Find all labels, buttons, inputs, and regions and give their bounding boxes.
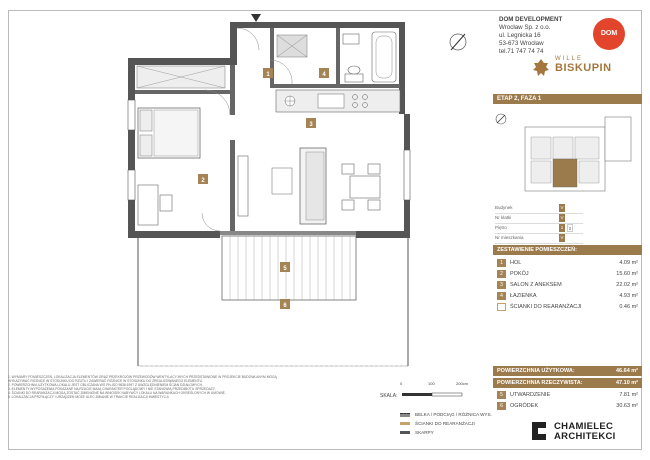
room-tag-1 [263,68,273,78]
outdoor-row: 5 UTWARDZENIE 7.81 m² [493,390,642,400]
room-row: 3 SALON Z ANEKSEM 22.02 m² [493,280,642,290]
entrance-arrow-icon [251,14,261,22]
scale-tick: 0 [400,381,403,386]
developer-company: Wrocław Sp. z o.o. [499,24,551,31]
developer-phone: tel.71 747 74 74 [499,48,544,55]
architect-logo [530,420,640,446]
room-tag-6 [280,299,290,309]
key-plan [493,107,642,207]
svg-text:4: 4 [322,72,326,78]
coffee-table [272,168,292,194]
hall-wardrobe [277,35,307,57]
note-line: 1. WYMIARY POMIESZCZEŃ, LOKALIZACJA ELEMENTÓW ORAZ PRZEKROJÓW PRZEWODÓW WENTYLACYJNYCH PRZEDSTAWIONE W PROJEKCIE BUDOWLANYM MOGĄ [8,375,277,379]
stair-row: Nr klatki V [495,214,583,224]
desk [138,185,172,225]
brand-name: BISKUPIN [555,62,612,74]
bathroom-fixtures [343,34,363,82]
developer-street: ul. Legnicka 16 [499,32,541,39]
bathtub [372,32,396,82]
sofa [300,148,326,224]
architect-name: CHAMIELEC ARCHITEKCI [554,421,616,442]
scale-tick: 200cm [456,381,469,386]
room-tag-2 [198,174,208,184]
bed [138,108,200,158]
developer-name: DOM DEVELOPMENT [499,16,563,23]
apartment-row: Nr mieszkania V [495,234,583,244]
dining-set [342,164,380,210]
room-tag-3 [306,118,316,128]
legend-item: BELKA / PODCIĄG / RÓŻNICA WYS. [400,412,492,417]
svg-text:6: 6 [283,303,287,309]
svg-text:5: 5 [283,266,287,272]
svg-text:2: 2 [201,178,205,184]
scale-tick: 100 [428,381,435,386]
note-line: 3. ELEMENTY WYPOSAŻENIA POKAZANE NA RZUCIE MAJĄ CHARAKTER POGLĄDOWY I NIE STANOWIĄ PRZEDMIOTU SPRZEDAŻY. [8,387,216,391]
usable-area-bar: POWIERZCHNIA UŻYTKOWA: 46.64 m² [493,366,642,376]
developer-city: 53-673 Wrocław [499,40,544,47]
oak-leaf-icon [531,58,551,78]
svg-text:1: 1 [266,72,270,78]
kitchen-counter [276,90,400,112]
notes [8,375,348,399]
brand-top: WILLE [555,56,584,62]
dom-logo: DOM [593,18,625,50]
stage-bar: ETAP 2, FAZA 1 [493,94,642,104]
real-area-bar: POWIERZCHNIA RZECZYWISTA: 47.10 m² [493,378,642,388]
legend-item: SKARPY [400,430,434,435]
note-line: 2. POWIERZCHNIA UŻYTKOWA LOKALU JEST OBLICZANA WG PN-ISO 9836:1997 Z UWZGLĘDNIENIEM ŚCIAN DZIAŁOWYCH. [8,383,203,387]
bedroom-wardrobe [137,66,225,88]
svg-text:3: 3 [309,122,313,128]
room-tag-4 [319,68,329,78]
scale-label: SKALA: [380,393,398,399]
scale [380,381,469,399]
floor-row: Piętro 1 2 [495,224,583,234]
rooms-header: ZESTAWIENIE POMIESZCZEŃ: [493,245,642,255]
developer-info [499,16,562,56]
compass-icon [450,34,466,50]
note-line: WYKAZYWAĆ RÓŻNICE W STOSUNKU DO RZUTU I ZAWIERAĆ RÓŻNICE W STOSUNKU DO ZREALIZOWANEGO ELEMENTU. [8,379,203,383]
note-line: 4. ŚCIANKI DO REARANŻACJI MOGĄ ZOSTAĆ ZMIENIONE NA WNIOSEK NABYWCY LOKALU NA WARUNKACH OKREŚLONYCH W UMOWIE. [8,391,226,395]
room-row: 2 POKÓJ 15.60 m² [493,269,642,279]
scale-bar [402,387,472,401]
legend-item: ŚCIANKI DO REARANŻACJI [400,421,475,426]
note-line: 5. LOKALIZACJA PRZYŁĄCZY I URZĄDZEŃ MOŻE ULEC ZMIANIE W TRAKCIE REALIZACJI INWESTYCJI. [8,395,170,399]
outdoor-row: 6 OGRÓDEK 30.63 m² [493,401,642,411]
tv-unit [238,156,248,216]
info-panel [493,12,642,448]
project-brand [555,56,635,74]
building-row: Budynek V [495,204,583,214]
room-row-partition: ŚCIANKI DO REARANŻACJI 0.46 m² [493,302,642,312]
building-table [495,204,583,244]
architect-mark-icon [530,420,548,442]
room-row: 1 HOL 4.09 m² [493,258,642,268]
room-row: 4 ŁAZIENKA 4.93 m² [493,291,642,301]
room-tag-5 [280,262,290,272]
